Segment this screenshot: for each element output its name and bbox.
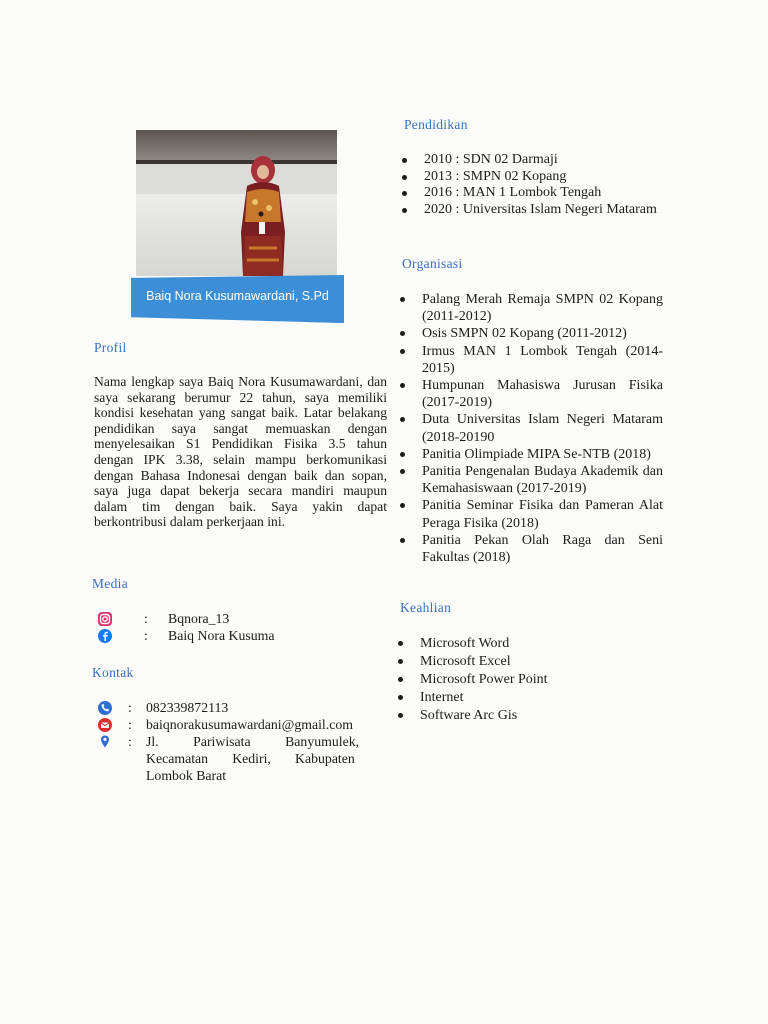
keahlian-heading: Keahlian (400, 600, 452, 615)
email-address: baiqnorakusumawardani@gmail.com (146, 717, 353, 732)
facebook-separator: : (144, 628, 148, 643)
address-line-2: Kecamatan Kediri, Kabupaten (146, 750, 355, 766)
profile-photo (136, 130, 337, 276)
list-item: Panitia Seminar Fisika dan Pameran Alat Peraga Fisika (2018) (398, 497, 663, 531)
phone-separator: : (128, 700, 132, 715)
organisasi-heading: Organisasi (402, 256, 463, 271)
list-item: 2013 : SMPN 02 Kopang (400, 169, 665, 186)
list-item: 2020 : Universitas Islam Negeri Mataram (400, 202, 665, 219)
email-icon (97, 717, 113, 733)
phone-icon (97, 700, 113, 716)
list-item: 2016 : MAN 1 Lombok Tengah (400, 185, 665, 202)
instagram-handle: Bqnora_13 (168, 611, 230, 626)
kontak-heading: Kontak (92, 665, 134, 680)
facebook-icon (97, 628, 113, 644)
list-item: Microsoft Excel (396, 653, 616, 671)
person-figure (233, 152, 293, 276)
pendidikan-heading: Pendidikan (404, 117, 468, 132)
list-item: Humpunan Mahasiswa Jurusan Fisika (2017-2019) (398, 377, 663, 411)
instagram-icon (97, 611, 113, 627)
address-separator: : (128, 734, 132, 749)
name-banner-text: Baiq Nora Kusumawardani, S.Pd (146, 289, 329, 303)
instagram-separator: : (144, 611, 148, 626)
list-item: Duta Universitas Islam Negeri Mataram (2018-20190 (398, 411, 663, 445)
phone-number: 082339872113 (146, 700, 229, 715)
media-heading: Media (92, 576, 128, 591)
list-item: Osis SMPN 02 Kopang (2011-2012) (398, 325, 663, 342)
address-line-1: Jl. Pariwisata Banyumulek, (146, 734, 360, 749)
email-separator: : (128, 717, 132, 732)
pendidikan-list (400, 152, 665, 218)
address-block (146, 734, 378, 784)
profil-heading: Profil (94, 340, 127, 355)
list-item: 2010 : SDN 02 Darmaji (400, 152, 665, 169)
facebook-name: Baiq Nora Kusuma (168, 628, 275, 643)
list-item: Panitia Pengenalan Budaya Akademik dan Kemahasiswaan (2017-2019) (398, 463, 663, 497)
profil-paragraph: Nama lengkap saya Baiq Nora Kusumawardani, dan saya sekarang berumur 22 tahun, saya memiliki kondisi kesehatan yang sangat baik. Latar belakang pendidikan saya sangat memuaskan dengan menyelesaikan S1 Pendidikan Fisika 3.5 tahun dengan IPK 3.38, selain mampu berkomunikasi dengan Bahasa Indonesai dengan baik dan sopan, saya juga dapat bekerja secara mandiri maupun dalam tim dengan baik. Saya yakin dapat berkontribusi dalam perkerjaan ini. (94, 374, 387, 530)
list-item: Panitia Olimpiade MIPA Se-NTB (2018) (398, 446, 663, 463)
list-item: Irmus MAN 1 Lombok Tengah (2014-2015) (398, 343, 663, 377)
keahlian-list (396, 635, 616, 725)
list-item: Palang Merah Remaja SMPN 02 Kopang (2011-2012) (398, 291, 663, 325)
list-item: Panitia Pekan Olah Raga dan Seni Fakultas (2018) (398, 532, 663, 566)
organisasi-list (398, 291, 663, 566)
list-item: Microsoft Word (396, 635, 616, 653)
address-line-3: Lombok Barat (146, 767, 227, 783)
list-item: Software Arc Gis (396, 707, 616, 725)
list-item: Internet (396, 689, 616, 707)
location-pin-icon (97, 734, 113, 750)
list-item: Microsoft Power Point (396, 671, 616, 689)
